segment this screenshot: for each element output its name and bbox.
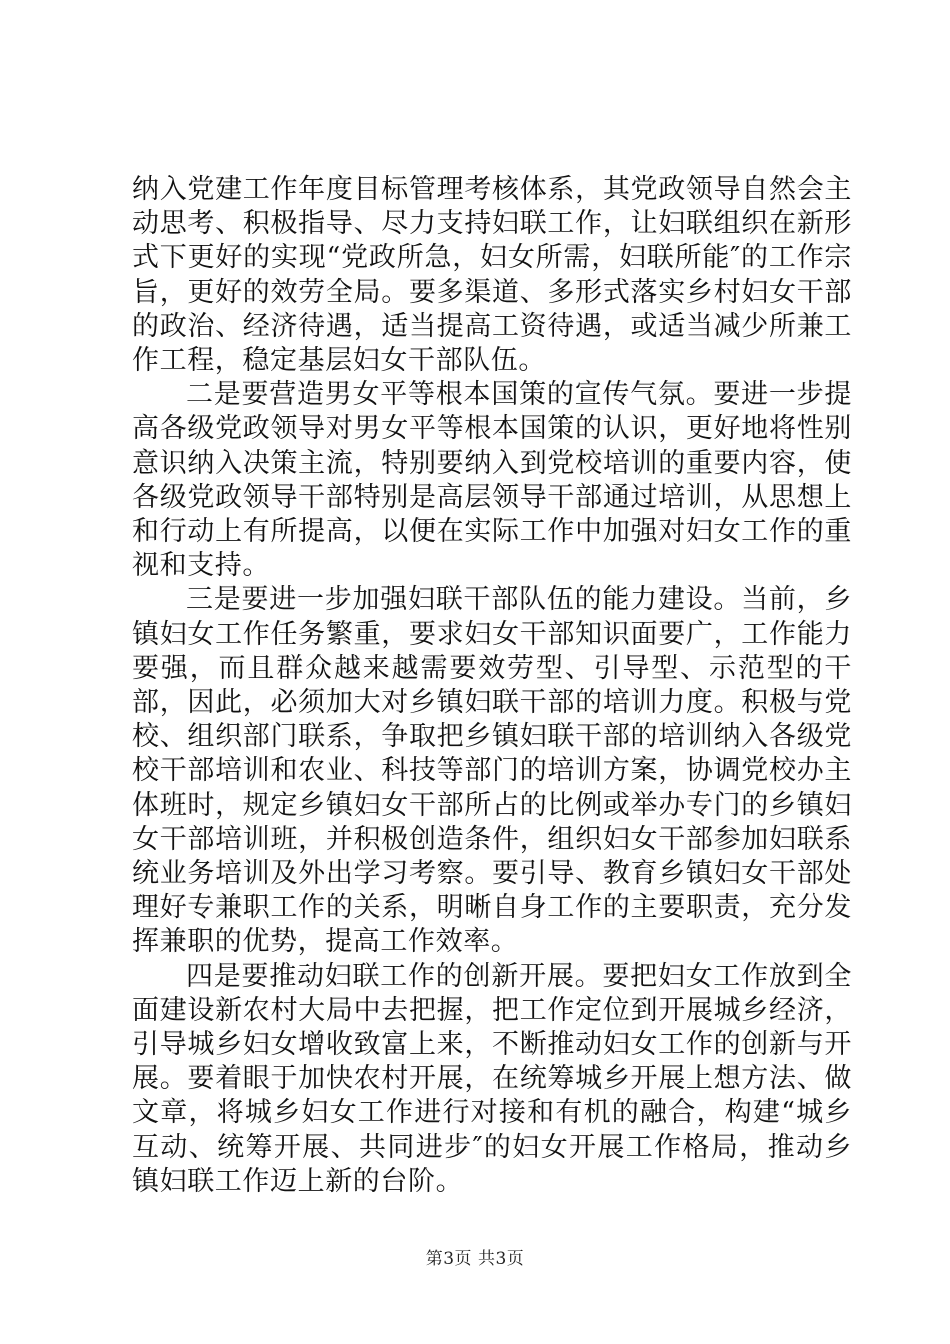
page-number-footer: 第3页 共3页 — [425, 1249, 525, 1269]
paragraph-item-two: 二是要营造男女平等根本国策的宣传气氛。要进一步提高各级党政领导对男女平等根本国策的认识，更好地将性别意识纳入决策主流，特别要纳入到党校培训的重要内容，使各级党政领导干部特别是高层领导干部通过培训，从思想上和行动上有所提高，以便在实际工作中加强对妇女工作的重视和支持。 — [132, 379, 852, 582]
document-body — [132, 173, 852, 1199]
paragraph-continuation: 纳入党建工作年度目标管理考核体系，其党政领导自然会主动思考、积极指导、尽力支持妇联工作，让妇联组织在新形式下更好的实现“党政所急，妇女所需，妇联所能″的工作宗旨，更好的效劳全局。要多渠道、多形式落实乡村妇女干部的政治、经济待遇，适当提高工资待遇，或适当减少所兼工作工程，稳定基层妇女干部队伍。 — [132, 174, 852, 377]
paragraph-item-three: 三是要进一步加强妇联干部队伍的能力建设。当前，乡镇妇女工作任务繁重，要求妇女干部知识面要广，工作能力要强，而且群众越来越需要效劳型、引导型、示范型的干部，因此，必须加大对乡镇妇联干部的培训力度。积极与党校、组织部门联系，争取把乡镇妇联干部的培训纳入各级党校干部培训和农业、科技等部门的培训方案，协调党校办主体班时，规定乡镇妇女干部所占的比例或举办专门的乡镇妇女干部培训班，并积极创造条件，组织妇女干部参加妇联系统业务培训及外出学习考察。要引导、教育乡镇妇女干部处理好专兼职工作的关系，明晰自身工作的主要职责，充分发挥兼职的优势，提高工作效率。 — [132, 584, 852, 958]
paragraph-item-four: 四是要推动妇联工作的创新开展。要把妇女工作放到全面建设新农村大局中去把握，把工作定位到开展城乡经济，引导城乡妇女增收致富上来，不断推动妇女工作的创新与开展。要着眼于加快农村开展，在统筹城乡开展上想方法、做文章，将城乡妇女工作进行对接和有机的融合，构建“城乡互动、统筹开展、共同进步″的妇女开展工作格局，推动乡镇妇联工作迈上新的台阶。 — [132, 960, 852, 1197]
